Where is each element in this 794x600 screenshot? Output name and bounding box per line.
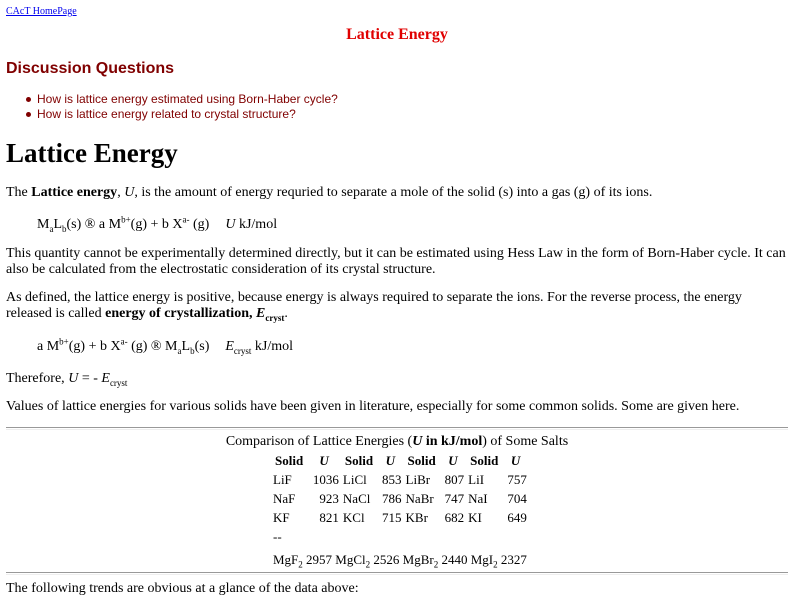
paragraph-values: Values of lattice energies for various solids have been given in literature, especially for some common solids. Some are given here. <box>6 399 740 414</box>
caption-pre: Comparison of Lattice Energies ( <box>225 434 413 449</box>
caption-post: ) of Some Salts <box>482 434 569 449</box>
table-cell: 923 <box>319 490 339 506</box>
table-row <box>271 489 529 508</box>
divider <box>6 427 788 430</box>
col-header: Solid <box>407 452 436 468</box>
col-header: U <box>385 452 396 468</box>
table-cell: LiCl <box>342 471 367 487</box>
caption-bold: in kJ/mol <box>422 434 483 449</box>
eq2-start: a M <box>37 339 60 354</box>
lattice-energy-table <box>271 451 529 569</box>
top-title: Lattice Energy <box>346 26 448 43</box>
table-row <box>271 470 529 489</box>
table-cell: KF <box>273 509 290 525</box>
eq1-end: (g) <box>189 217 210 232</box>
eq1-mid: (g) + b X <box>130 217 183 232</box>
eq2-unit: kJ/mol <box>251 339 294 354</box>
table-cell: NaI <box>468 490 488 506</box>
col-header: Solid <box>275 452 304 468</box>
paragraph-crystallization <box>6 290 788 322</box>
table-caption <box>0 434 794 450</box>
eq1-m: M <box>37 217 50 232</box>
table-cell: LiF <box>273 471 292 487</box>
eq1-l: L <box>53 217 63 232</box>
eq2-mid2: (g) ® M <box>127 339 178 354</box>
symbol-u: U <box>124 185 135 200</box>
paragraph-definition <box>6 185 788 201</box>
mgbr-value: 2440 <box>438 551 471 567</box>
table-cell: 807 <box>444 471 465 487</box>
eq2-l: L <box>181 339 191 354</box>
eq2-symbol: E <box>225 339 234 354</box>
eq2-sub-b: b <box>190 345 195 356</box>
discussion-item[interactable]: How is lattice energy related to crystal structure? <box>22 107 338 122</box>
table-cell: KBr <box>405 509 428 525</box>
para1-after: , is the amount of energy requried to separate a mole of the solid (s) into a gas (g) of its ions. <box>134 185 653 200</box>
eq1-sub-a: a <box>49 223 54 234</box>
mgf-sub: 2 <box>298 559 303 570</box>
caption-symbol: U <box>412 434 423 449</box>
col-header: Solid <box>470 452 499 468</box>
table-cell: 747 <box>444 490 465 506</box>
table-cell: KCl <box>342 509 365 525</box>
mgi: MgI <box>470 551 494 567</box>
mgcl-sub: 2 <box>365 559 371 570</box>
para3-bold: energy of crystallization, <box>105 306 256 321</box>
table-dash: -- <box>273 528 282 544</box>
eq2-sub: cryst <box>233 345 252 356</box>
table-header-row <box>271 451 529 470</box>
para1-before: The <box>6 185 32 200</box>
eq1-sub-b: b <box>62 223 67 234</box>
table-cell: 757 <box>507 471 527 487</box>
table-cell: 704 <box>507 490 527 506</box>
eq2-mid: (g) + b X <box>68 339 121 354</box>
mgbr: MgBr <box>402 551 434 567</box>
para3-end: . <box>284 306 288 321</box>
equation-crystallization <box>37 336 294 356</box>
para3-text: As defined, the lattice energy is positive, because energy is always required to separate the ions. For the reverse process, the energy released is called <box>6 290 742 321</box>
para4-symbol-u: U <box>68 371 79 386</box>
eq2-sup-b: b+ <box>59 336 69 347</box>
eq2-end: (s) <box>194 339 210 354</box>
eq1-unit: kJ/mol <box>235 217 278 232</box>
table-cell: 715 <box>382 509 402 525</box>
mg-row <box>271 546 529 569</box>
page-title: Lattice Energy <box>6 138 178 168</box>
home-link[interactable]: CAcT HomePage <box>6 6 77 17</box>
col-header: U <box>448 452 458 468</box>
eq2-sub-a: a <box>177 345 182 356</box>
mgcl-value: 2526 <box>370 551 403 567</box>
para1-sep: , <box>117 185 125 200</box>
eq1-s: (s) ® a M <box>66 217 122 232</box>
mgf: MgF <box>273 551 299 567</box>
equation-lattice <box>37 214 278 234</box>
para1-bold: Lattice energy <box>31 185 118 200</box>
para4-text: Therefore, <box>6 371 69 386</box>
table-cell: 649 <box>507 509 527 525</box>
table-cell: 786 <box>382 490 402 506</box>
table-cell: NaF <box>273 490 296 506</box>
table-row <box>271 508 529 527</box>
mgf-value: 2957 <box>302 551 336 567</box>
table-cell: NaBr <box>405 490 434 506</box>
table-cell: NaCl <box>342 490 371 506</box>
para3-sub: cryst <box>265 312 285 323</box>
para4-eq: = - <box>78 371 102 386</box>
mgcl: MgCl <box>335 551 366 567</box>
col-header: Solid <box>344 452 374 468</box>
eq1-sup-b: b+ <box>121 214 131 225</box>
discussion-item[interactable]: How is lattice energy estimated using Born-Haber cycle? <box>22 92 338 107</box>
table-cell: 1036 <box>312 471 339 487</box>
paragraph-estimation: This quantity cannot be experimentally determined directly, but it can be estimated using Hess Law in the form of Born-Haber cycle. It can also be calculated from the electrostatic consideration of its crystal structure. <box>6 246 786 277</box>
col-header: U <box>319 452 329 468</box>
table-row-mg <box>271 546 529 569</box>
para3-symbol: E <box>255 306 266 321</box>
divider <box>6 572 788 575</box>
eq1-symbol: U <box>225 217 236 232</box>
para4-sub: cryst <box>109 377 128 388</box>
table-cell: 853 <box>382 471 402 487</box>
table-cell: LiI <box>468 471 485 487</box>
discussion-heading: Discussion Questions <box>6 60 175 77</box>
paragraph-therefore <box>6 371 788 387</box>
col-header: U <box>510 452 521 468</box>
mgi-value: 2327 <box>497 551 527 567</box>
table-cell: KI <box>468 509 482 525</box>
eq2-sup-a: a- <box>120 336 128 347</box>
table-cell: 821 <box>319 509 339 525</box>
mgbr-sub: 2 <box>433 559 439 570</box>
discussion-list <box>22 92 338 122</box>
table-cell: 682 <box>444 509 465 525</box>
mgi-sub: 2 <box>493 559 498 570</box>
para4-symbol-e: E <box>101 371 110 386</box>
table-row-dash <box>271 527 529 546</box>
eq1-sup-a: a- <box>182 214 190 225</box>
paragraph-trends: The following trends are obvious at a glance of the data above: <box>6 581 359 596</box>
table-cell: LiBr <box>405 471 431 487</box>
